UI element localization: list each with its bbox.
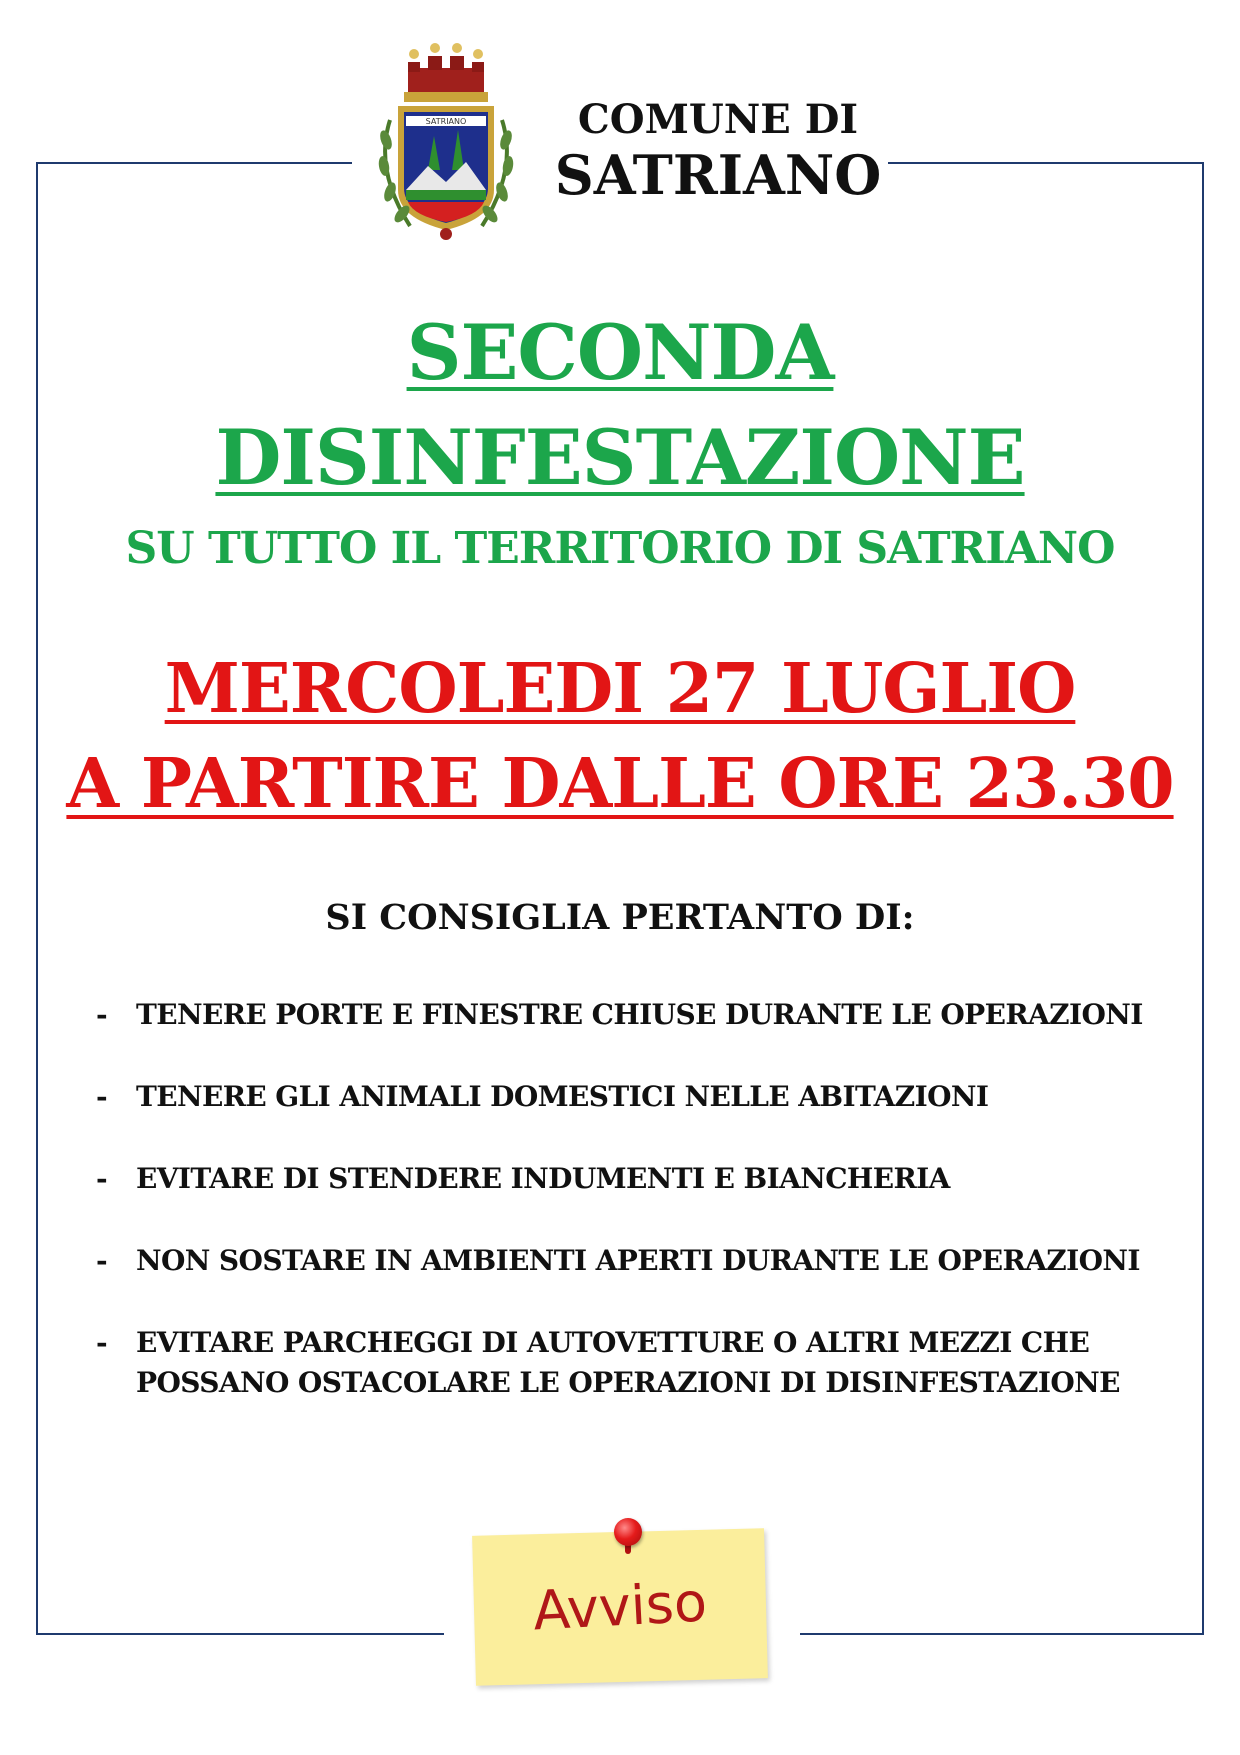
advice-text: NON SOSTARE IN AMBIENTI APERTI DURANTE LE OPERAZIONI <box>136 1244 1140 1277</box>
coat-of-arms-icon <box>366 40 526 246</box>
advice-text: TENERE GLI ANIMALI DOMESTICI NELLE ABITAZIONI <box>136 1080 989 1113</box>
advice-text: TENERE PORTE E FINESTRE CHIUSE DURANTE LE OPERAZIONI <box>136 998 1143 1031</box>
subtitle: SU TUTTO IL TERRITORIO DI SATRIANO <box>125 523 1115 574</box>
bullet-dash: - <box>96 1080 108 1113</box>
frame-bottom-right <box>800 1633 1204 1635</box>
advice-list <box>96 995 1176 1445</box>
crest-label: SATRIANO <box>425 117 467 126</box>
list-item <box>96 1241 1176 1281</box>
event-date: MERCOLEDI 27 LUGLIO <box>164 649 1076 729</box>
list-item <box>96 1323 1176 1403</box>
bullet-dash: - <box>96 1326 108 1359</box>
title-line-1: SECONDA <box>406 308 834 397</box>
advice-text: EVITARE DI STENDERE INDUMENTI E BIANCHERIA <box>136 1162 950 1195</box>
pushpin-icon <box>614 1518 642 1546</box>
advice-text: EVITARE PARCHEGGI DI AUTOVETTURE O ALTRI MEZZI CHE POSSANO OSTACOLARE LE OPERAZIONI DI DISINFESTAZIONE <box>136 1326 1120 1399</box>
bullet-dash: - <box>96 1244 108 1277</box>
event-time: A PARTIRE DALLE ORE 23.30 <box>66 744 1174 824</box>
frame-top-left <box>36 162 352 164</box>
notice-label: Avviso <box>531 1570 709 1643</box>
list-item <box>96 995 1176 1035</box>
municipality-town: SATRIANO <box>554 143 882 207</box>
bullet-dash: - <box>96 998 108 1031</box>
list-item <box>96 1159 1176 1199</box>
frame-top-right <box>888 162 1204 164</box>
bullet-dash: - <box>96 1162 108 1195</box>
list-item <box>96 1077 1176 1117</box>
municipality-prefix: COMUNE DI <box>577 96 859 143</box>
frame-bottom-left <box>36 1633 444 1635</box>
municipality-name <box>548 96 888 207</box>
advice-heading: SI CONSIGLIA PERTANTO DI: <box>325 897 915 938</box>
title-line-2: DISINFESTAZIONE <box>215 413 1025 502</box>
